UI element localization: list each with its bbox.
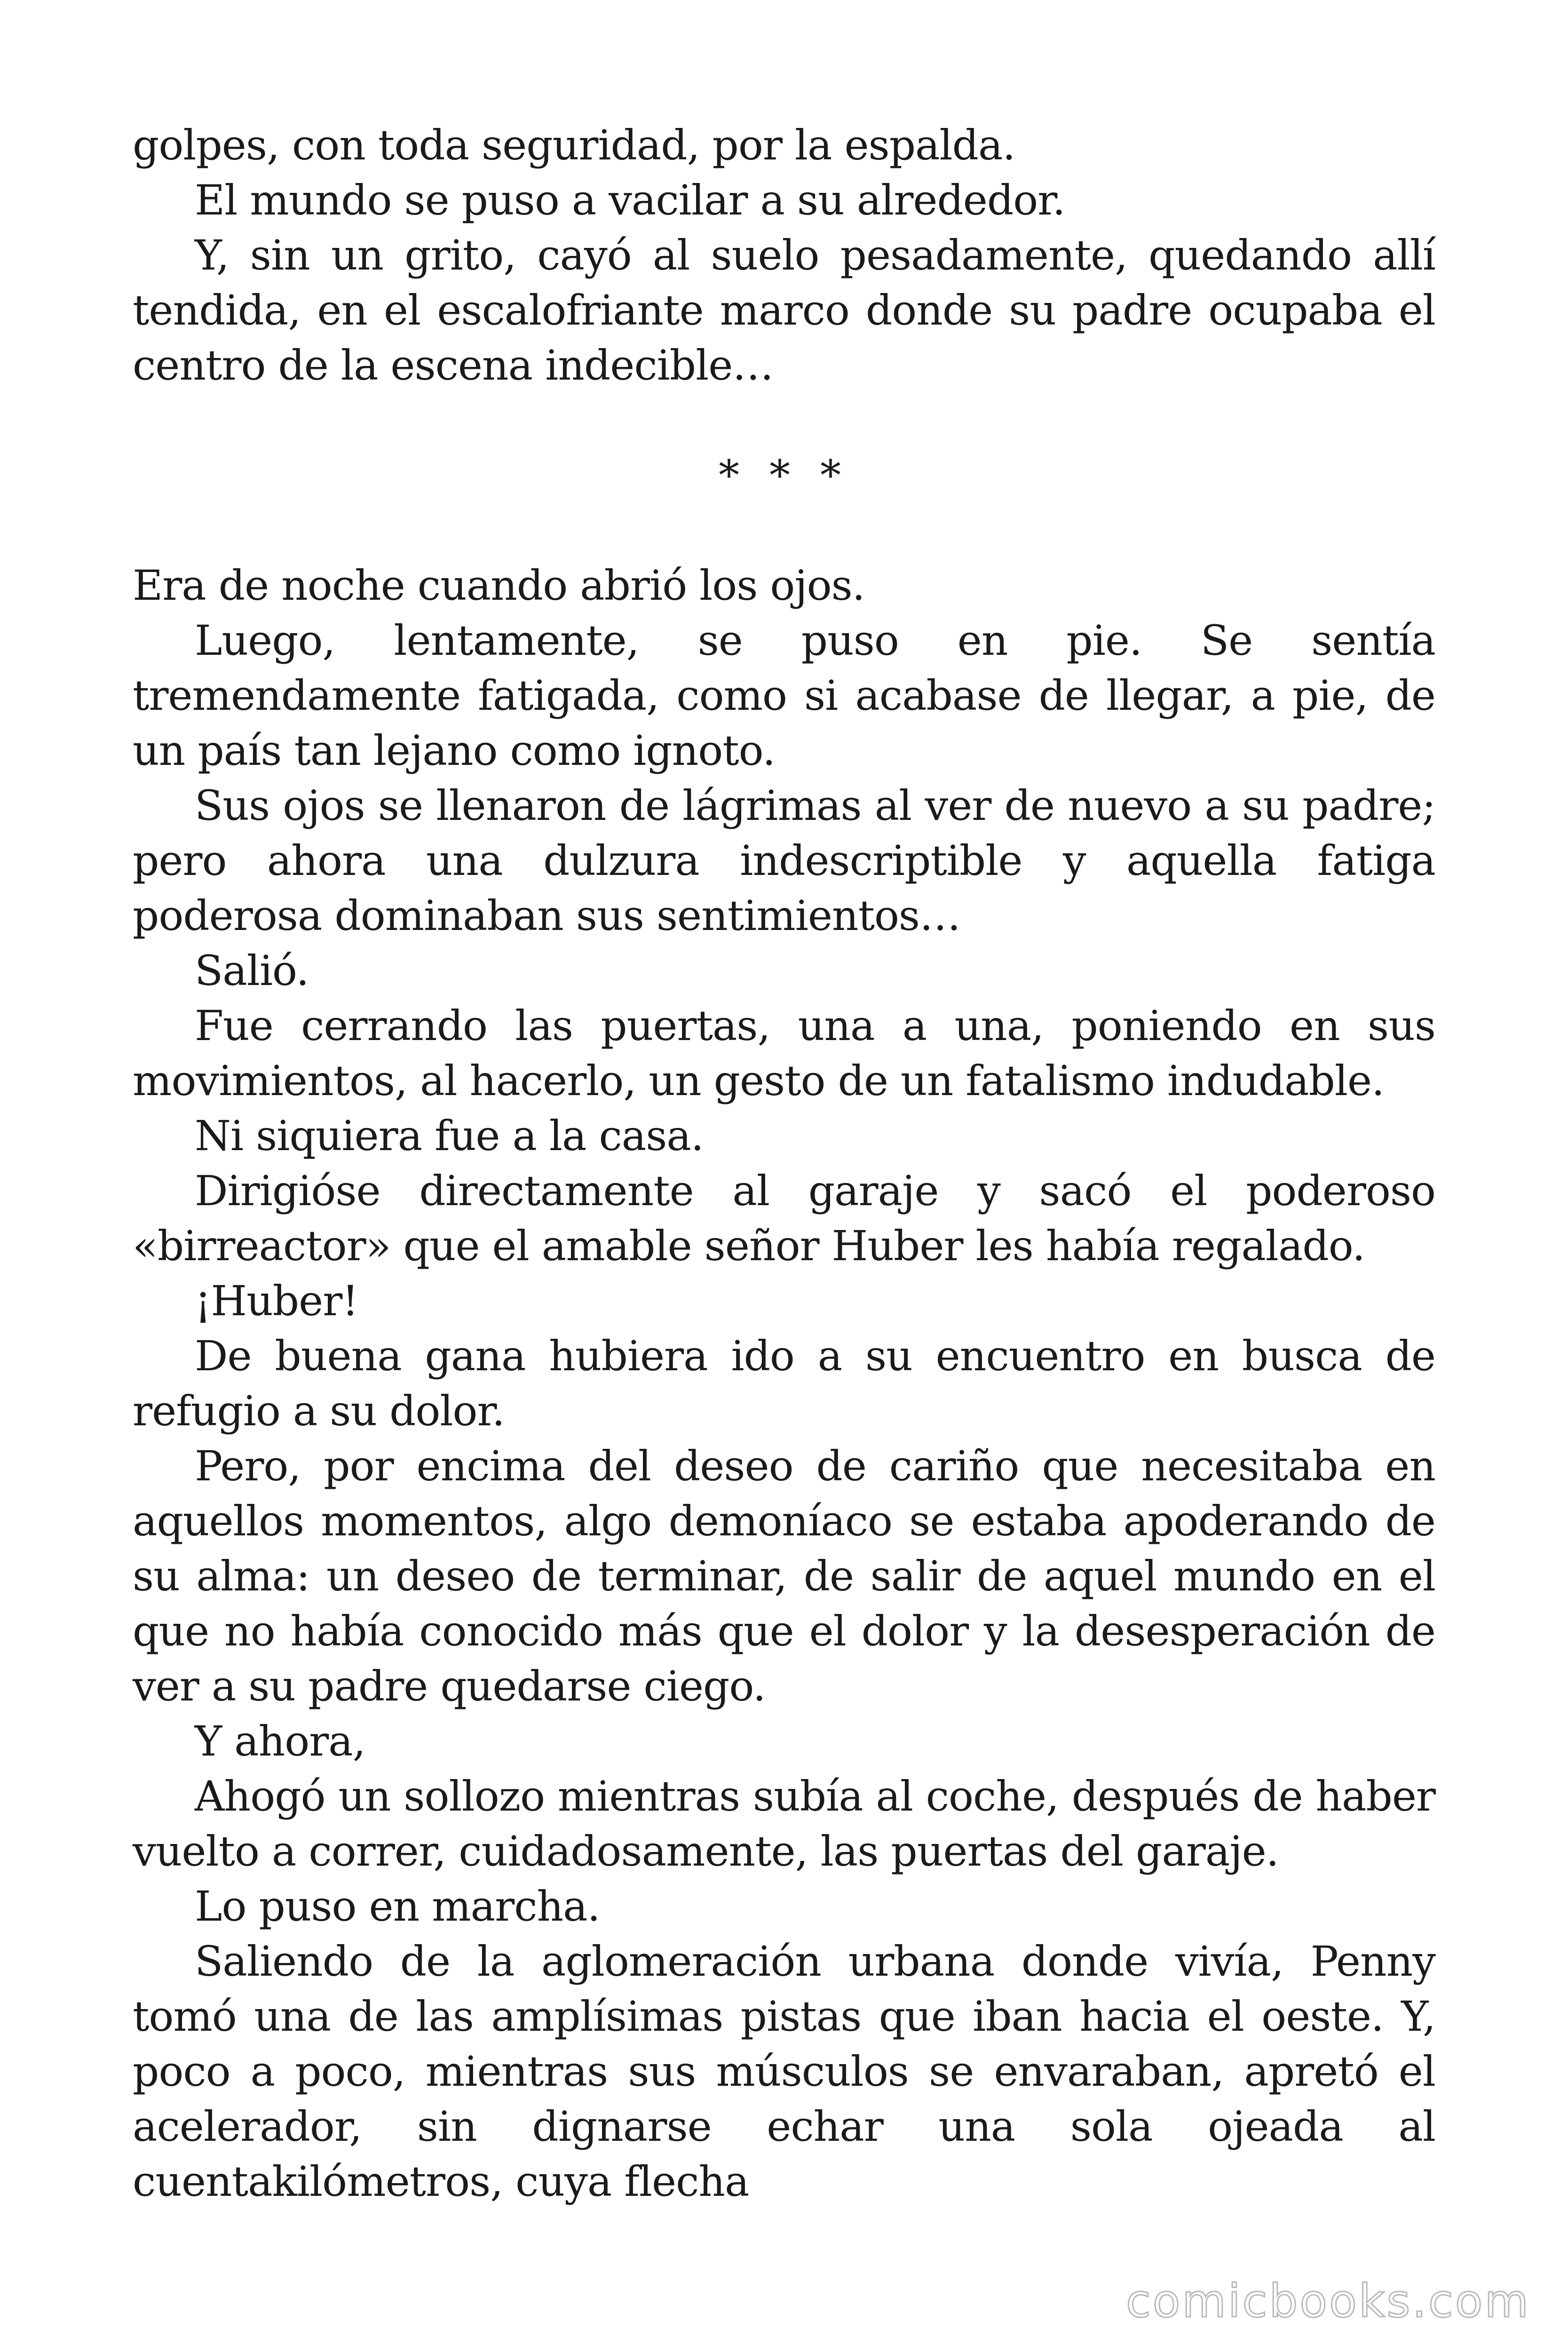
paragraph: Pero, por encima del deseo de cariño que necesitaba en aquellos momentos, algo demoníaco se estaba apoderando de su alma: un deseo de terminar, de salir de aquel mundo en el que no había conocido más que el dolor y la desesperación de ver a su padre quedarse ciego.	[133, 1442, 1435, 1710]
paragraph: Ni siquiera fue a la casa.	[195, 1112, 704, 1160]
paragraph: Dirigióse directamente al garaje y sacó el poderoso «birreactor» que el amable señor Huber les había regalado.	[133, 1167, 1435, 1270]
paragraph: Y ahora,	[195, 1717, 365, 1765]
paragraph: De buena gana hubiera ido a su encuentro en busca de refugio a su dolor.	[133, 1332, 1435, 1435]
paragraph: El mundo se puso a vacilar a su alrededor.	[195, 176, 1065, 224]
paragraph: Fue cerrando las puertas, una a una, poniendo en sus movimientos, al hacerlo, un gesto de un fatalismo indudable.	[133, 1001, 1435, 1105]
paragraph-continuation: golpes, con toda seguridad, por la espalda.	[133, 121, 1015, 169]
paragraph: Era de noche cuando abrió los ojos.	[133, 561, 865, 610]
paragraph: Luego, lentamente, se puso en pie. Se sentía tremendamente fatigada, como si acabase de llegar, a pie, de un país tan lejano como ignoto.	[133, 616, 1435, 775]
scene-break: * * *	[719, 451, 849, 500]
paragraph: Saliendo de la aglomeración urbana donde vivía, Penny tomó una de las amplísimas pistas que iban hacia el oeste. Y, poco a poco, mientras sus músculos se envaraban, apretó el acelerador, sin dignarse echar una sola ojeada al cuentakilómetros, cuya flecha	[133, 1937, 1435, 2206]
paragraph: Ahogó un sollozo mientras subía al coche, después de haber vuelto a correr, cuidadosamente, las puertas del garaje.	[133, 1772, 1435, 1875]
watermark: comicbooks.com	[1125, 2275, 1530, 2328]
paragraph: Salió.	[195, 946, 309, 995]
paragraph: Y, sin un grito, cayó al suelo pesadamente, quedando allí tendida, en el escalofriante marco donde su padre ocupaba el centro de la escena indecible…	[133, 231, 1435, 389]
paragraph: ¡Huber!	[195, 1277, 358, 1325]
paragraph: Sus ojos se llenaron de lágrimas al ver de nuevo a su padre; pero ahora una dulzura indescriptible y aquella fatiga poderosa dominaban sus sentimientos…	[133, 781, 1435, 940]
paragraph: Lo puso en marcha.	[195, 1882, 600, 1931]
book-page	[133, 118, 1435, 2209]
